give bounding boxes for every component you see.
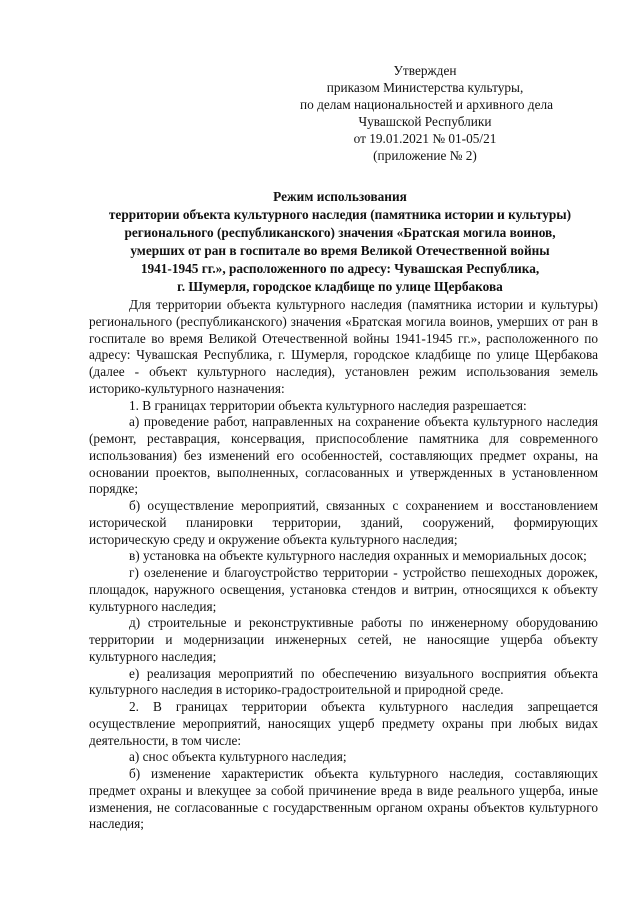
- list-item: б) осуществление мероприятий, связанных с сохранением и восстановлением исторической планировки территории, зданий, сооружений, формирующих историческую среду и окружение объекта культурного наследия;: [89, 498, 598, 547]
- approval-line: от 19.01.2021 № 01-05/21: [353, 131, 497, 146]
- approval-line: приказом Министерства культуры,: [326, 80, 524, 95]
- section-heading-permitted: 1. В границах территории объекта культурного наследия разрешается:: [129, 397, 527, 413]
- list-item: а) проведение работ, направленных на сохранение объекта культурного наследия (ремонт, реставрация, консервация, приспособление памятника для современного использования) без изменений его особенностей, составляющих предмет охраны, на основании проектов, выполненных, согласованных и утвержденных в установленном порядке;: [89, 414, 598, 497]
- title-line: Режим использования: [273, 189, 407, 204]
- title-line: регионального (республиканского) значения «Братская могила воинов,: [124, 225, 556, 240]
- approval-line: Утвержден: [393, 63, 457, 78]
- list-item: б) изменение характеристик объекта культурного наследия, составляющих предмет охраны и влекущее за собой причинение вреда в виде реального ущерба, иные изменения, не согласованные с государственным органом охраны объектов культурного наследия;: [89, 766, 598, 832]
- document-title: [60, 188, 620, 296]
- approval-stamp: [300, 62, 554, 164]
- section-heading-prohibited: 2. В границах территории объекта культурного наследия запрещается осуществление мероприятий, наносящих ущерб предмету охраны при любых видах деятельности, в том числе:: [89, 699, 598, 748]
- intro-paragraph: Для территории объекта культурного наследия (памятника истории и культуры) регионального (республиканского) значения «Братская могила воинов, умерших от ран в госпитале во время Великой Отечественной войны 1941-1945 гг.», расположенного по адресу: Чувашская Республика, г. Шумерля, городское кладбище по улице Щербакова (далее - объект культурного наследия), установлен режим использования земель историко-культурного назначения:: [89, 297, 598, 396]
- list-item: а) снос объекта культурного наследия;: [129, 749, 347, 765]
- title-line: умерших от ран в госпитале во время Великой Отечественной войны: [130, 243, 550, 258]
- list-item: в) установка на объекте культурного наследия охранных и мемориальных досок;: [129, 548, 587, 564]
- document-body: [89, 297, 598, 833]
- list-item: д) строительные и реконструктивные работы по инженерному оборудованию территории и модернизации инженерных сетей, не наносящие ущерба объекту культурного наследия;: [89, 615, 598, 664]
- approval-line: (приложение № 2): [373, 148, 477, 163]
- list-item: е) реализация мероприятий по обеспечению визуального восприятия объекта культурного наследия в историко-градостроительной и природной среде.: [89, 665, 598, 698]
- title-line: 1941-1945 гг.», расположенного по адресу: Чувашская Республика,: [140, 261, 540, 276]
- approval-line: по делам национальностей и архивного дела: [300, 97, 554, 112]
- title-line: г. Шумерля, городское кладбище по улице Щербакова: [177, 279, 503, 294]
- approval-line: Чувашской Республики: [358, 114, 492, 129]
- list-item: г) озеленение и благоустройство территории - устройство пешеходных дорожек, площадок, наружного освещения, установка стендов и витрин, относящихся к объекту культурного наследия;: [89, 565, 598, 614]
- title-line: территории объекта культурного наследия (памятника истории и культуры): [108, 207, 572, 222]
